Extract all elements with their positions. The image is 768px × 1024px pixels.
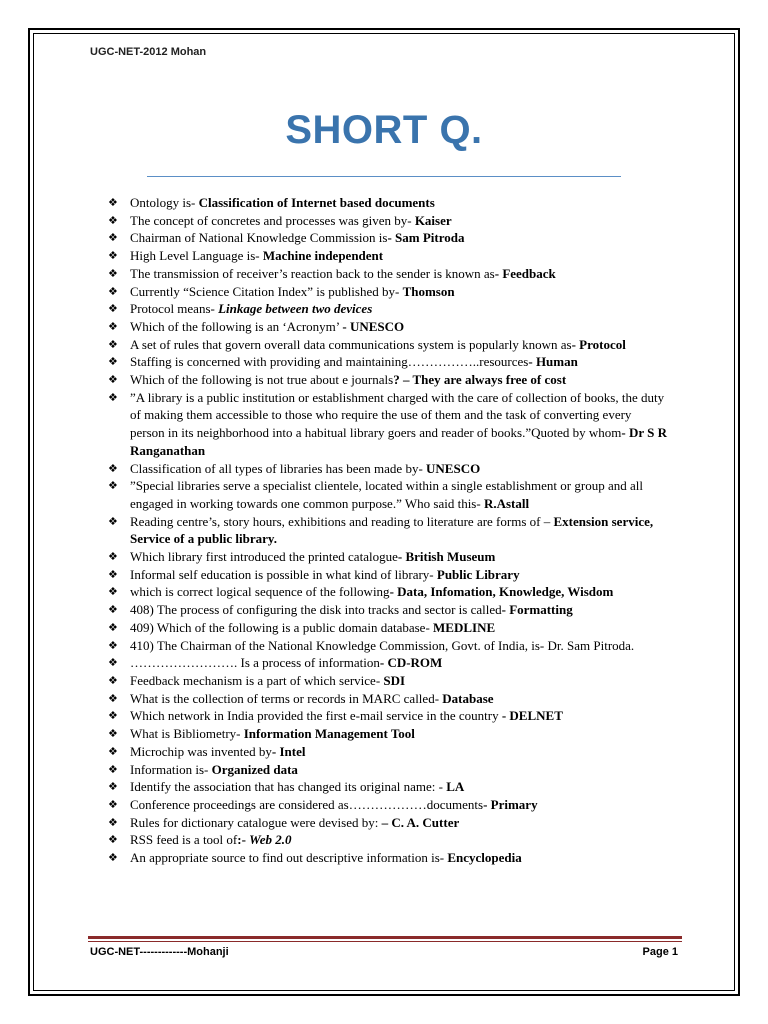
diamond-bullet-icon: ❖ bbox=[108, 355, 118, 369]
question-item bbox=[108, 583, 668, 601]
question-text: ”A library is a public institution or establishment charged with the care of collection of books, the duty of making them accessible to those who require the use of them and the task of converting every person in its neighborhood into a habitual library goers and reader of books.”Quoted by whom bbox=[130, 389, 665, 441]
answer-text: - Sam Pitroda bbox=[387, 230, 465, 246]
answer-text: Organized data bbox=[211, 761, 298, 777]
answer-text: Encyclopedia bbox=[447, 850, 522, 866]
answer-text: - UNESCO bbox=[342, 318, 405, 334]
diamond-bullet-icon: ❖ bbox=[108, 620, 118, 634]
answer-text: SDI bbox=[383, 672, 406, 688]
footer-rule-thin bbox=[88, 941, 682, 942]
question-item bbox=[108, 814, 668, 832]
answer-text: - Dr S R Ranganathan bbox=[130, 425, 667, 458]
question-text: Rules for dictionary catalogue were devised by: bbox=[130, 814, 382, 830]
question-item bbox=[108, 212, 668, 230]
page-title: SHORT Q. bbox=[285, 108, 483, 152]
question-item bbox=[108, 283, 668, 301]
answer-text: Classification of Internet based documents bbox=[198, 195, 435, 210]
diamond-bullet-icon: ❖ bbox=[108, 603, 118, 617]
diamond-bullet-icon: ❖ bbox=[108, 373, 118, 387]
question-item bbox=[108, 672, 668, 690]
question-text: Microchip was invented by bbox=[130, 743, 272, 759]
question-item bbox=[108, 690, 668, 708]
diamond-bullet-icon: ❖ bbox=[108, 780, 118, 794]
footer-left-text: UGC-NET-------------Mohanji bbox=[90, 946, 229, 958]
diamond-bullet-icon: ❖ bbox=[108, 673, 118, 687]
diamond-bullet-icon: ❖ bbox=[108, 249, 118, 263]
question-text: A set of rules that govern overall data communications system is popularly known as bbox=[130, 336, 572, 352]
question-item bbox=[108, 389, 668, 460]
question-text: Classification of all types of libraries has been made by- bbox=[130, 460, 427, 476]
question-text: RSS feed is a tool of bbox=[130, 832, 238, 848]
answer-text: - Intel bbox=[271, 743, 306, 759]
question-text: ”Special libraries serve a specialist clientele, located within a single establishment or group and all engaged in working towards one common purpose.” Who said this- bbox=[130, 478, 643, 511]
question-text: Feedback mechanism is a part of which service- bbox=[130, 672, 384, 688]
diamond-bullet-icon: ❖ bbox=[108, 638, 118, 652]
question-text: What is the collection of terms or records in MARC called- bbox=[130, 690, 443, 706]
question-text: Which network in India provided the first e-mail service in the country bbox=[130, 708, 502, 724]
diamond-bullet-icon: ❖ bbox=[108, 213, 118, 227]
diamond-bullet-icon: ❖ bbox=[108, 284, 118, 298]
answer-text: Extension service, Service of a public library. bbox=[130, 513, 654, 547]
question-item bbox=[108, 353, 668, 371]
diamond-bullet-icon: ❖ bbox=[108, 337, 118, 351]
diamond-bullet-icon: ❖ bbox=[108, 851, 118, 865]
question-item bbox=[108, 601, 668, 619]
answer-text: Machine independent bbox=[262, 248, 384, 264]
diamond-bullet-icon: ❖ bbox=[108, 231, 118, 245]
answer-text: - CD-ROM bbox=[379, 655, 443, 671]
answer-text: - Feedback bbox=[494, 265, 556, 281]
question-item bbox=[108, 619, 668, 637]
answer-text: Thomson bbox=[402, 283, 455, 299]
answer-text: Information Management Tool bbox=[243, 726, 415, 742]
question-text: Information is- bbox=[130, 761, 212, 777]
question-text: Ontology is- bbox=[130, 195, 199, 210]
question-text: Staffing is concerned with providing and maintaining……………..resources bbox=[130, 354, 529, 370]
answer-text: - Human bbox=[528, 354, 578, 370]
answer-text: MEDLINE bbox=[433, 619, 496, 635]
diamond-bullet-icon: ❖ bbox=[108, 762, 118, 776]
answer-text: ? – They are always free of cost bbox=[393, 372, 567, 388]
question-text: Which of the following is an ‘Acronym’ bbox=[130, 318, 343, 334]
title-underline bbox=[147, 176, 621, 177]
question-text: Currently “Science Citation Index” is published by- bbox=[130, 283, 403, 299]
question-item bbox=[108, 654, 668, 672]
question-text: An appropriate source to find out descriptive information is- bbox=[130, 850, 448, 866]
question-text: Which of the following is not true about e journals bbox=[130, 372, 394, 388]
question-text: which is correct logical sequence of the following bbox=[130, 584, 390, 600]
answer-text: - British Museum bbox=[397, 549, 496, 565]
diamond-bullet-icon: ❖ bbox=[108, 691, 118, 705]
diamond-bullet-icon: ❖ bbox=[108, 727, 118, 741]
diamond-bullet-icon: ❖ bbox=[108, 744, 118, 758]
page-header: UGC-NET-2012 Mohan bbox=[90, 46, 207, 58]
question-item bbox=[108, 831, 668, 849]
question-item bbox=[108, 778, 668, 796]
question-text: Informal self education is possible in what kind of library- bbox=[130, 566, 437, 582]
diamond-bullet-icon: ❖ bbox=[108, 479, 118, 493]
question-text: Chairman of National Knowledge Commission is bbox=[130, 230, 388, 246]
question-text: Identify the association that has changed its original name: - bbox=[130, 779, 447, 795]
question-item bbox=[108, 743, 668, 761]
question-item bbox=[108, 761, 668, 779]
question-text: 410) The Chairman of the National Knowledge Commission, Govt. of India, is- Dr. Sam Pitroda. bbox=[130, 637, 635, 653]
question-item bbox=[108, 265, 668, 283]
question-item bbox=[108, 247, 668, 265]
question-text: Protocol means- bbox=[130, 301, 219, 317]
answer-text: - Protocol bbox=[571, 336, 626, 352]
diamond-bullet-icon: ❖ bbox=[108, 461, 118, 475]
answer-text: :- bbox=[237, 832, 250, 848]
question-text: The concept of concretes and processes was given by- bbox=[130, 212, 415, 228]
question-item bbox=[108, 229, 668, 247]
page-number: Page 1 bbox=[642, 946, 678, 958]
diamond-bullet-icon: ❖ bbox=[108, 266, 118, 280]
question-item bbox=[108, 637, 668, 655]
diamond-bullet-icon: ❖ bbox=[108, 833, 118, 847]
answer-text: - Primary bbox=[483, 796, 538, 812]
question-item bbox=[108, 460, 668, 478]
diamond-bullet-icon: ❖ bbox=[108, 797, 118, 811]
question-text: The transmission of receiver’s reaction back to the sender is known as bbox=[130, 265, 495, 281]
question-item bbox=[108, 566, 668, 584]
diamond-bullet-icon: ❖ bbox=[108, 709, 118, 723]
footer-rule bbox=[88, 936, 682, 939]
answer-text: – C. A. Cutter bbox=[381, 814, 460, 830]
answer-text-italic: Linkage between two devices bbox=[218, 301, 373, 317]
answer-text: Public Library bbox=[436, 566, 520, 582]
question-text: 409) Which of the following is a public domain database- bbox=[130, 619, 434, 635]
answer-text: UNESCO bbox=[426, 460, 481, 476]
question-text: Which library first introduced the printed catalogue bbox=[130, 549, 398, 565]
question-text: 408) The process of configuring the disk into tracks and sector is called bbox=[130, 602, 502, 618]
question-item bbox=[108, 849, 668, 867]
question-list bbox=[108, 194, 668, 867]
answer-text: - Data, Infomation, Knowledge, Wisdom bbox=[389, 584, 614, 600]
question-text: ……………………. Is a process of information bbox=[130, 655, 380, 671]
answer-text: R.Astall bbox=[483, 495, 530, 511]
answer-text: Database bbox=[442, 690, 494, 706]
question-text: What is Bibliometry- bbox=[130, 726, 244, 742]
diamond-bullet-icon: ❖ bbox=[108, 302, 118, 316]
diamond-bullet-icon: ❖ bbox=[108, 656, 118, 670]
diamond-bullet-icon: ❖ bbox=[108, 319, 118, 333]
diamond-bullet-icon: ❖ bbox=[108, 514, 118, 528]
question-item bbox=[108, 477, 668, 512]
question-text: Reading centre’s, story hours, exhibitions and reading to literature are forms of – bbox=[130, 513, 554, 529]
question-text: Conference proceedings are considered as………………documents bbox=[130, 796, 484, 812]
question-item bbox=[108, 725, 668, 743]
question-item bbox=[108, 371, 668, 389]
answer-text: - Formatting bbox=[501, 602, 573, 618]
question-item bbox=[108, 707, 668, 725]
answer-text: Kaiser bbox=[414, 212, 452, 228]
answer-text: - DELNET bbox=[501, 708, 563, 724]
diamond-bullet-icon: ❖ bbox=[108, 585, 118, 599]
question-item bbox=[108, 548, 668, 566]
question-item bbox=[108, 194, 668, 212]
diamond-bullet-icon: ❖ bbox=[108, 196, 118, 209]
diamond-bullet-icon: ❖ bbox=[108, 567, 118, 581]
question-item bbox=[108, 300, 668, 318]
diamond-bullet-icon: ❖ bbox=[108, 390, 118, 404]
answer-text: LA bbox=[446, 779, 465, 795]
diamond-bullet-icon: ❖ bbox=[108, 550, 118, 564]
question-item bbox=[108, 513, 668, 548]
question-text: High Level Language is- bbox=[130, 248, 263, 264]
diamond-bullet-icon: ❖ bbox=[108, 815, 118, 829]
question-item bbox=[108, 318, 668, 336]
question-item bbox=[108, 336, 668, 354]
answer-text-italic: Web 2.0 bbox=[249, 832, 292, 848]
question-item bbox=[108, 796, 668, 814]
